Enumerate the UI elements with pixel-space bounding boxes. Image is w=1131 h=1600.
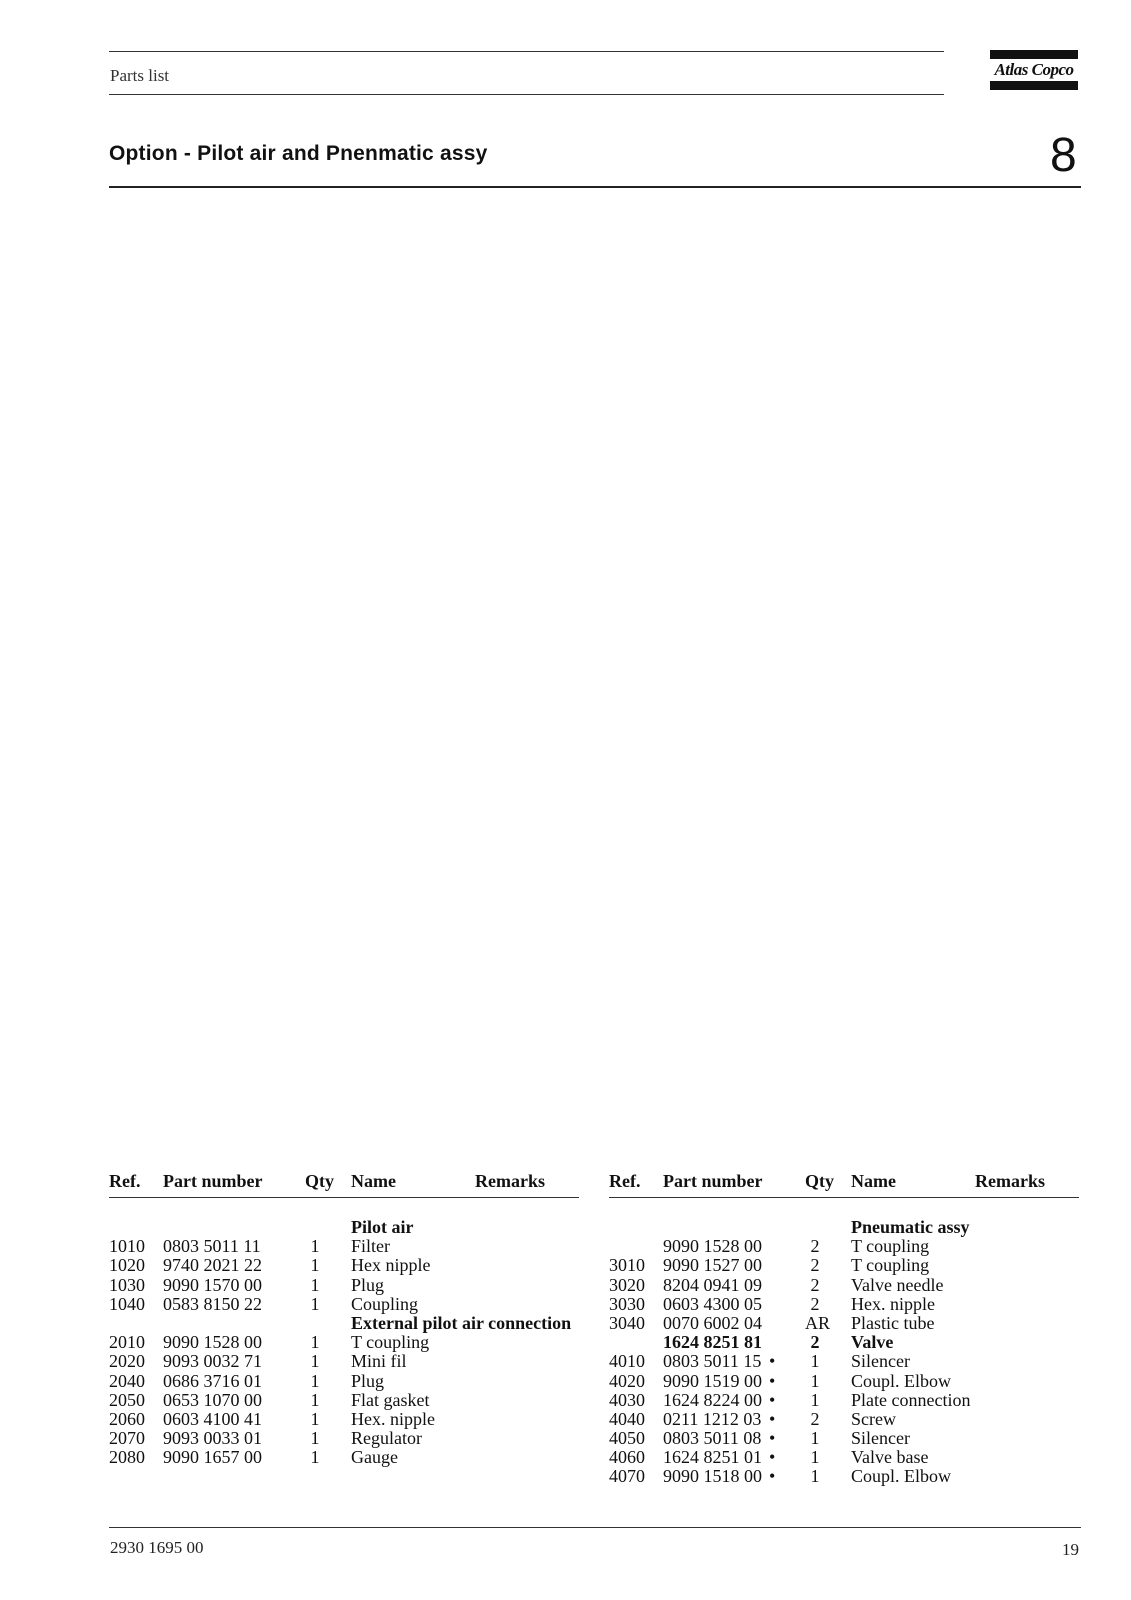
- table-row: [609, 1391, 1079, 1410]
- table-row: [109, 1295, 579, 1314]
- ref-cell: 4010: [609, 1351, 645, 1372]
- qty-cell: 1: [810, 1370, 820, 1391]
- header-remarks: Remarks: [975, 1171, 1045, 1191]
- part-number-cell: 9090 1518 00: [663, 1466, 762, 1487]
- part-number-cell: 0803 5011 08: [663, 1428, 762, 1449]
- logo-bottom-bar: [990, 81, 1078, 90]
- qty-cell: 1: [310, 1408, 320, 1429]
- qty-cell: 1: [810, 1351, 820, 1372]
- name-cell: Screw: [851, 1408, 896, 1429]
- ref-cell: 4060: [609, 1447, 645, 1468]
- table-row: [609, 1314, 1079, 1333]
- name-cell: Plate connection: [851, 1389, 971, 1410]
- table-row: [109, 1372, 579, 1391]
- title-rule: [109, 186, 1081, 188]
- name-cell: Regulator: [351, 1428, 422, 1449]
- qty-cell: 2: [810, 1332, 820, 1353]
- qty-cell: 1: [310, 1370, 320, 1391]
- qty-cell: 1: [310, 1236, 320, 1257]
- table-header-rule: [109, 1197, 579, 1198]
- ref-cell: 3040: [609, 1312, 645, 1333]
- header-part-number: Part number: [163, 1171, 263, 1191]
- table-row: [609, 1372, 1079, 1391]
- header-name: Name: [851, 1171, 896, 1191]
- ref-cell: 2080: [109, 1447, 145, 1468]
- ref-cell: 1020: [109, 1255, 145, 1276]
- table-row: [609, 1429, 1079, 1448]
- name-cell: Plug: [351, 1274, 385, 1295]
- qty-cell: 2: [810, 1274, 820, 1295]
- part-number-cell: 9093 0032 71: [163, 1351, 262, 1372]
- table-row: [109, 1448, 579, 1467]
- table-row: [109, 1256, 579, 1275]
- table-row: [109, 1410, 579, 1429]
- name-cell: Pneumatic assy: [851, 1217, 970, 1237]
- section-heading-row: [609, 1218, 1079, 1237]
- qty-cell: 1: [810, 1428, 820, 1449]
- bullet-marker: •: [769, 1408, 776, 1429]
- header-bottom-rule: [109, 94, 944, 95]
- bullet-marker: •: [769, 1466, 776, 1487]
- name-cell: Flat gasket: [351, 1389, 430, 1410]
- qty-cell: 2: [810, 1293, 820, 1314]
- name-cell: Hex nipple: [351, 1255, 431, 1276]
- table-row: [609, 1352, 1079, 1371]
- ref-cell: 4040: [609, 1408, 645, 1429]
- name-cell: Valve: [851, 1332, 894, 1353]
- name-cell: Coupl. Elbow: [851, 1370, 952, 1391]
- name-cell: T coupling: [351, 1332, 430, 1353]
- name-cell: Mini fil: [351, 1351, 407, 1372]
- table-header-row: [609, 1172, 1079, 1196]
- qty-cell: 1: [310, 1293, 320, 1314]
- ref-cell: 1040: [109, 1293, 145, 1314]
- bullet-marker: •: [769, 1351, 776, 1372]
- table-row: [109, 1237, 579, 1256]
- table-row: [109, 1352, 579, 1371]
- page-title: Option - Pilot air and Pnenmatic assy: [109, 142, 488, 165]
- logo-top-bar: [990, 50, 1078, 59]
- section-heading-row: [109, 1314, 579, 1333]
- footer-rule: [109, 1527, 1081, 1528]
- header-qty: Qty: [805, 1171, 834, 1191]
- parts-table-right: [609, 1171, 1079, 1487]
- part-number-cell: 0603 4100 41: [163, 1408, 262, 1429]
- header-remarks: Remarks: [475, 1171, 545, 1191]
- part-number-cell: 9090 1528 00: [663, 1236, 762, 1257]
- header-top-rule: [109, 51, 944, 52]
- name-cell: Valve needle: [851, 1274, 944, 1295]
- part-number-cell: 1624 8251 01: [663, 1447, 762, 1468]
- ref-cell: 2060: [109, 1408, 145, 1429]
- table-row: [609, 1467, 1079, 1486]
- name-cell: Gauge: [351, 1447, 398, 1468]
- header-ref: Ref.: [109, 1171, 141, 1191]
- part-number-cell: 0653 1070 00: [163, 1389, 262, 1410]
- part-number-cell: 1624 8224 00: [663, 1389, 762, 1410]
- table-row: [609, 1276, 1079, 1295]
- name-cell: Filter: [351, 1236, 390, 1257]
- table-row: [109, 1276, 579, 1295]
- qty-cell: 1: [310, 1332, 320, 1353]
- table-header-row: [109, 1172, 579, 1196]
- name-cell: External pilot air connection: [351, 1312, 572, 1333]
- part-number-cell: 0583 8150 22: [163, 1293, 262, 1314]
- table-row: [609, 1333, 1079, 1352]
- name-cell: Coupl. Elbow: [851, 1466, 952, 1487]
- table-row: [609, 1237, 1079, 1256]
- table-row: [609, 1410, 1079, 1429]
- name-cell: Hex. nipple: [851, 1293, 935, 1314]
- header-part-number: Part number: [663, 1171, 763, 1191]
- part-number-cell: 9090 1570 00: [163, 1274, 262, 1295]
- ref-cell: 3010: [609, 1255, 645, 1276]
- qty-cell: 1: [310, 1255, 320, 1276]
- part-number-cell: 0603 4300 05: [663, 1293, 762, 1314]
- bullet-marker: •: [769, 1389, 776, 1410]
- ref-cell: 2010: [109, 1332, 145, 1353]
- header-ref: Ref.: [609, 1171, 641, 1191]
- qty-cell: 2: [810, 1255, 820, 1276]
- qty-cell: 2: [810, 1408, 820, 1429]
- ref-cell: 2070: [109, 1428, 145, 1449]
- name-cell: Silencer: [851, 1428, 910, 1449]
- name-cell: Pilot air: [351, 1217, 414, 1237]
- section-number: 8: [1050, 129, 1077, 182]
- parts-table-left: [109, 1171, 579, 1468]
- part-number-cell: 9090 1519 00: [663, 1370, 762, 1391]
- qty-cell: 1: [810, 1389, 820, 1410]
- qty-cell: 1: [310, 1351, 320, 1372]
- name-cell: Valve base: [851, 1447, 929, 1468]
- qty-cell: AR: [805, 1312, 831, 1333]
- table-rows-right: [609, 1218, 1079, 1487]
- table-row: [609, 1256, 1079, 1275]
- qty-cell: 1: [810, 1466, 820, 1487]
- bullet-marker: •: [769, 1370, 776, 1391]
- part-number-cell: 0070 6002 04: [663, 1312, 762, 1333]
- table-header-rule: [609, 1197, 1079, 1198]
- name-cell: Silencer: [851, 1351, 910, 1372]
- part-number-cell: 9090 1528 00: [163, 1332, 262, 1353]
- ref-cell: 4050: [609, 1428, 645, 1449]
- page-number: 19: [1062, 1540, 1079, 1559]
- bullet-marker: •: [769, 1447, 776, 1468]
- qty-cell: 1: [810, 1447, 820, 1468]
- part-number-cell: 9740 2021 22: [163, 1255, 262, 1276]
- ref-cell: 2050: [109, 1389, 145, 1410]
- atlas-copco-logo: [990, 50, 1078, 90]
- bullet-marker: •: [769, 1428, 776, 1449]
- table-row: [109, 1429, 579, 1448]
- document-type-label: Parts list: [110, 66, 170, 85]
- name-cell: Hex. nipple: [351, 1408, 435, 1429]
- document-number: 2930 1695 00: [110, 1538, 204, 1557]
- part-number-cell: 9090 1657 00: [163, 1447, 262, 1468]
- name-cell: T coupling: [851, 1255, 930, 1276]
- qty-cell: 1: [310, 1389, 320, 1410]
- ref-cell: 3020: [609, 1274, 645, 1295]
- ref-cell: 4070: [609, 1466, 645, 1487]
- part-number-cell: 1624 8251 81: [663, 1332, 762, 1353]
- qty-cell: 1: [310, 1428, 320, 1449]
- ref-cell: 2020: [109, 1351, 145, 1372]
- ref-cell: 1010: [109, 1236, 145, 1257]
- header-qty: Qty: [305, 1171, 334, 1191]
- qty-cell: 1: [310, 1274, 320, 1295]
- name-cell: Plastic tube: [851, 1312, 935, 1333]
- name-cell: Plug: [351, 1370, 385, 1391]
- ref-cell: 3030: [609, 1293, 645, 1314]
- part-number-cell: 9090 1527 00: [663, 1255, 762, 1276]
- qty-cell: 1: [310, 1447, 320, 1468]
- ref-cell: 2040: [109, 1370, 145, 1391]
- part-number-cell: 0211 1212 03: [663, 1408, 762, 1429]
- name-cell: Coupling: [351, 1293, 419, 1314]
- table-row: [609, 1295, 1079, 1314]
- qty-cell: 2: [810, 1236, 820, 1257]
- ref-cell: 1030: [109, 1274, 145, 1295]
- table-row: [109, 1391, 579, 1410]
- part-number-cell: 0686 3716 01: [163, 1370, 262, 1391]
- part-number-cell: 8204 0941 09: [663, 1274, 762, 1295]
- table-row: [609, 1448, 1079, 1467]
- ref-cell: 4020: [609, 1370, 645, 1391]
- header-name: Name: [351, 1171, 396, 1191]
- name-cell: T coupling: [851, 1236, 930, 1257]
- table-row: [109, 1333, 579, 1352]
- table-rows-left: [109, 1218, 579, 1467]
- logo-wordmark: Atlas Copco: [994, 60, 1074, 79]
- part-number-cell: 0803 5011 11: [163, 1236, 261, 1257]
- ref-cell: 4030: [609, 1389, 645, 1410]
- part-number-cell: 9093 0033 01: [163, 1428, 262, 1449]
- section-heading-row: [109, 1218, 579, 1237]
- part-number-cell: 0803 5011 15: [663, 1351, 762, 1372]
